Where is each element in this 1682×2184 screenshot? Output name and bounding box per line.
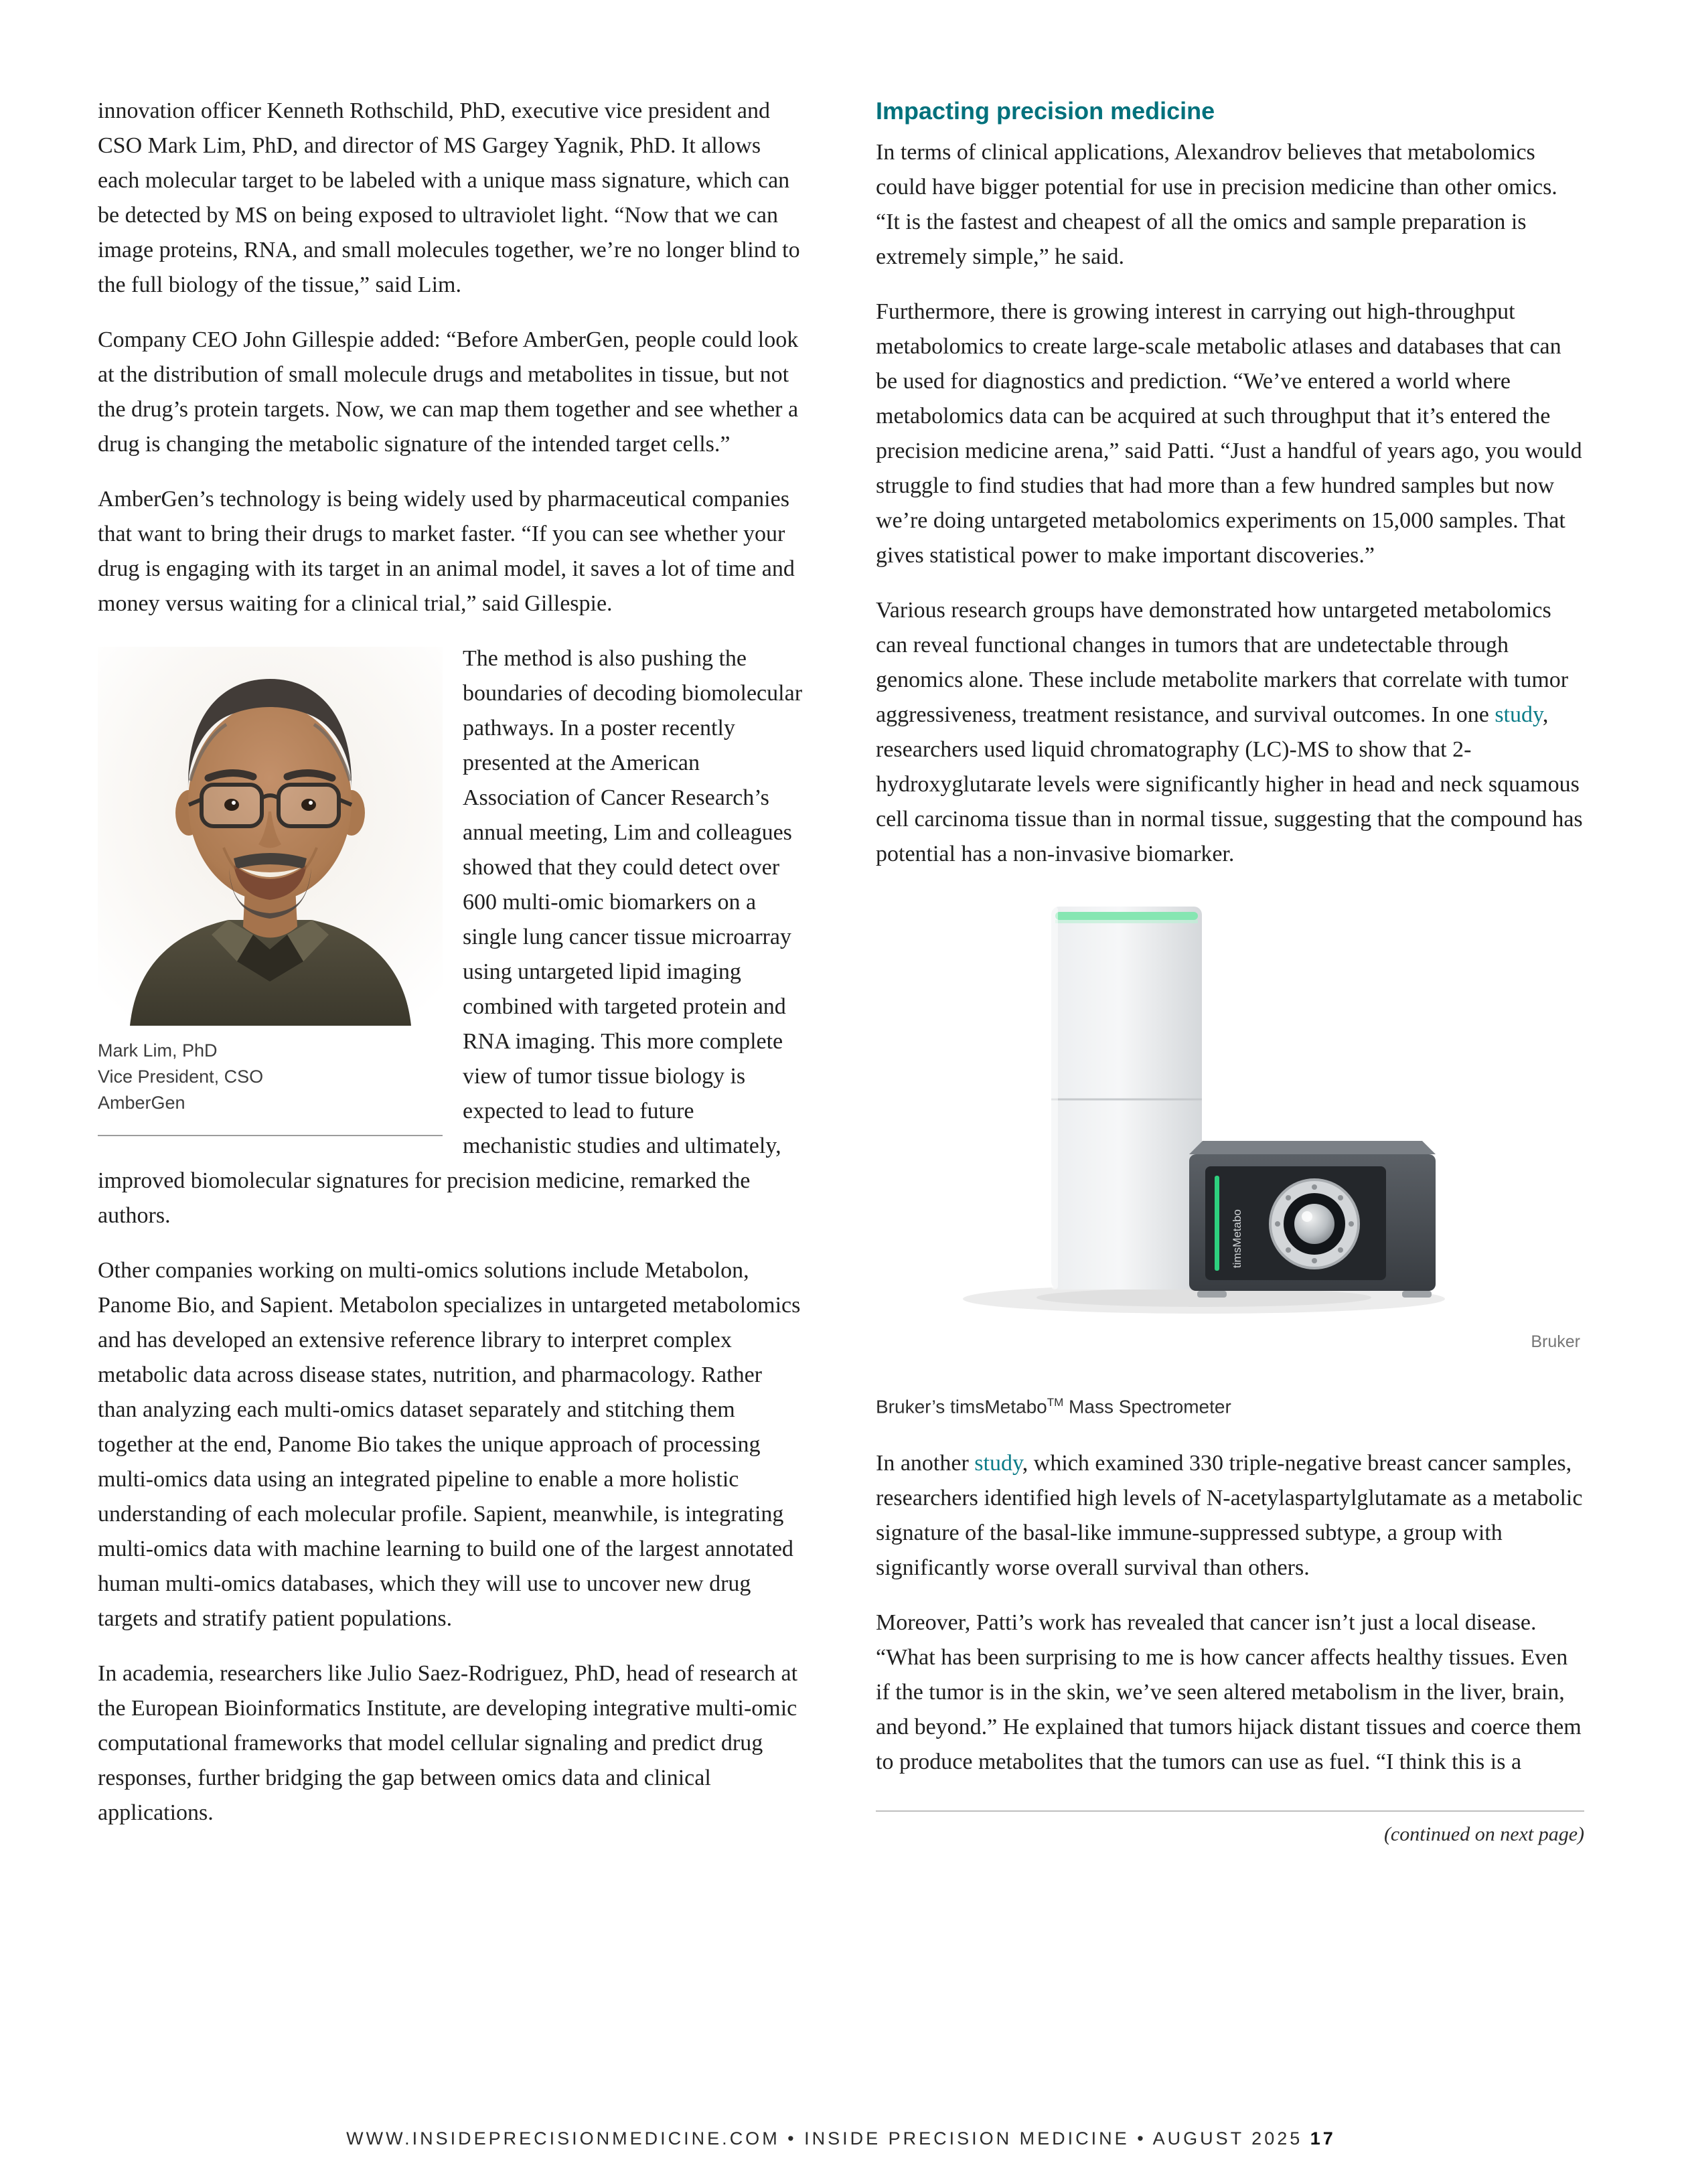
- instrument-label: timsMetabo: [1231, 1209, 1243, 1268]
- photo-caption: [98, 1038, 443, 1116]
- trademark-symbol: TM: [1047, 1396, 1064, 1409]
- author-photo-block: [98, 647, 463, 1136]
- study-link-1[interactable]: study: [1495, 702, 1543, 727]
- two-column-layout: [98, 94, 1584, 1851]
- body-paragraph: [876, 593, 1584, 872]
- study-link-2[interactable]: study: [974, 1451, 1022, 1476]
- spectrometer-figure: [876, 892, 1584, 1419]
- continued-block: [876, 1810, 1584, 1849]
- left-column: [98, 94, 806, 1851]
- body-paragraph: [876, 1446, 1584, 1585]
- body-paragraph: The method is also pushing the boundaries of decoding biomolecular pathways. In a poster recently presented at the American Association of Cancer Research’s annual meeting, Lim and colleagues showed that they could detect over 600 multi-omic biomarkers on a single lung cancer tissue microarray using untargeted lipid imaging combined with targeted protein and RNA imaging. This more complete view of tumor tissue biology is expected to lead to future mechanistic studies and ultimately, improved biomolecular signatures for precision medicine, remarked the authors.: [98, 646, 803, 1228]
- photo-caption-line: Mark Lim, PhD: [98, 1040, 218, 1061]
- paragraph-text: Various research groups have demonstrated how untargeted metabolomics can reveal functional changes in tumors that are undetectable through genomics alone. These include metabolite markers that correlate with tumor aggressiveness, treatment resistance, and survival outcomes. In one: [876, 598, 1569, 727]
- body-paragraph: innovation officer Kenneth Rothschild, PhD, executive vice president and CSO Mark Lim, PhD, and director of MS Gargey Yagnik, PhD. It allows each molecular target to be labeled with a unique mass signature, which can be detected by MS on being exposed to ultraviolet light. “Now that we can image proteins, RNA, and small molecules together, we’re no longer blind to the full biology of the tissue,” said Lim.: [98, 98, 800, 297]
- paragraph-text: In another: [876, 1451, 975, 1476]
- page-footer: [0, 2128, 1682, 2149]
- continued-note: (continued on next page): [1383, 1823, 1584, 1846]
- figure-caption-text: Bruker’s timsMetabo: [876, 1396, 1047, 1417]
- figure-caption-text: Mass Spectrometer: [1063, 1396, 1231, 1417]
- right-column: [876, 94, 1584, 1851]
- page-number: 17: [1310, 2128, 1336, 2149]
- body-paragraph: AmberGen’s technology is being widely used by pharmaceutical companies that want to bring their drugs to market faster. “If you can see whether your drug is engaging with its target in an animal model, it saves a lot of time and money versus waiting for a clinical trial,” said Gillespie.: [98, 487, 795, 616]
- body-paragraph: In terms of clinical applications, Alexandrov believes that metabolomics could have bigger potential for use in precision medicine than other omics. “It is the fastest and cheapest of all the omics and sample preparation is extremely simple,” he said.: [876, 140, 1557, 269]
- photo-caption-line: Vice President, CSO: [98, 1067, 264, 1087]
- paragraph-text: , researchers used liquid chromatography (LC)-MS to show that 2-hydroxyglutarate levels were significantly higher in head and neck squamous cell carcinoma tissue than in normal tissue, suggesting that the compound has potential has a non-invasive biomarker.: [876, 702, 1583, 866]
- spectrometer-art: [876, 892, 1584, 1320]
- footer-text: WWW.INSIDEPRECISIONMEDICINE.COM • INSIDE PRECISION MEDICINE • AUGUST 2025: [346, 2128, 1303, 2149]
- image-credit: Bruker: [1531, 1332, 1580, 1351]
- body-paragraph: Furthermore, there is growing interest in carrying out high-throughput metabolomics to create large-scale metabolic atlases and databases that can be used for diagnostics and prediction. “We’ve entered a world where metabolomics data can be acquired at such throughput that it’s entered the precision medicine arena,” said Patti. “Just a handful of years ago, you would struggle to find studies that had more than a few hundred samples but now we’re doing untargeted metabolomics experiments on 15,000 samples. That gives statistical power to make important discoveries.”: [876, 299, 1582, 568]
- body-paragraph: In academia, researchers like Julio Saez-Rodriguez, PhD, head of research at the European Bioinformatics Institute, are developing integrative multi-omic computational frameworks that model cellular signaling and predict drug responses, further bridging the gap between omics data and clinical applications.: [98, 1661, 798, 1825]
- paragraph-text: , which examined 330 triple-negative breast cancer samples, researchers identified high levels of N-acetylaspartylglutamate as a metabolic signature of the basal-like immune-suppressed subtype, a group with significantly worse overall survival than others.: [876, 1451, 1583, 1581]
- mass-spectrometer-image: [876, 892, 1584, 1320]
- body-paragraph: Other companies working on multi-omics solutions include Metabolon, Panome Bio, and Sapient. Metabolon specializes in untargeted metabolomics and has developed an extensive reference library to interpret complex metabolic data across disease states, nutrition, and pharmacology. Rather than analyzing each multi-omics dataset separately and stitching them together at the end, Panome Bio takes the unique approach of processing multi-omics data using an integrated pipeline to enable a more holistic understanding of each molecular profile. Sapient, meanwhile, is integrating multi-omics data with machine learning to build one of the largest annotated human multi-omics databases, which they will use to uncover new drug targets and stratify patient populations.: [98, 1258, 801, 1631]
- body-paragraph: Company CEO John Gillespie added: “Before AmberGen, people could look at the distribution of small molecule drugs and metabolites in tissue, but not the drug’s protein targets. Now, we can map them together and see whether a drug is changing the metabolic signature of the intended target cells.”: [98, 327, 799, 457]
- figure-caption: [876, 1390, 1584, 1419]
- continued-rule: [876, 1810, 1584, 1812]
- section-heading: Impacting precision medicine: [876, 97, 1215, 125]
- body-paragraph: Moreover, Patti’s work has revealed that cancer isn’t just a local disease. “What has been surprising to me is how cancer affects healthy tissues. Even if the tumor is in the skin, we’ve seen altered metabolism in the liver, brain, and beyond.” He explained that tumors hijack distant tissues and coerce them to produce metabolites that the tumors can use as fuel. “I think this is a: [876, 1610, 1582, 1775]
- caption-divider-rule: [98, 1135, 443, 1136]
- mark-lim-portrait-photo: [98, 647, 443, 1026]
- photo-caption-line: AmberGen: [98, 1093, 185, 1113]
- portrait-art: [98, 647, 443, 1026]
